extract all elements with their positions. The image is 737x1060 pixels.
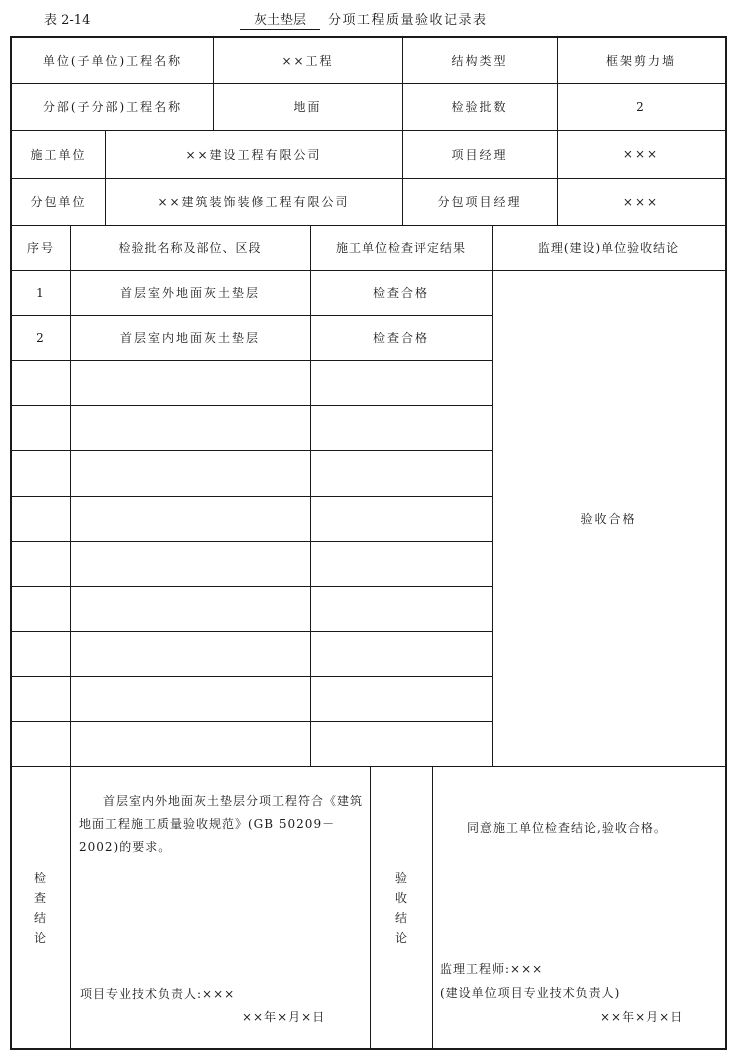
column-header-check-result: 施工单位检查评定结果	[335, 241, 466, 255]
record-table	[10, 36, 727, 1050]
row-1-seq: 1	[36, 285, 46, 300]
row-divider	[12, 766, 725, 767]
row-divider	[12, 360, 492, 361]
acceptance-label-char: 收	[394, 891, 407, 905]
contractor-value: ××建设工程有限公司	[185, 147, 322, 162]
check-label-char: 检	[33, 871, 46, 885]
check-label-char: 结	[33, 911, 46, 925]
project-manager-label: 项目经理	[451, 147, 508, 162]
check-conclusion-label	[30, 868, 50, 948]
acceptance-label-char: 论	[394, 931, 407, 945]
column-header-batch-name: 检验批名称及部位、区段	[118, 241, 262, 255]
acceptance-conclusion-text: 同意施工单位检查结论,验收合格。	[467, 821, 667, 835]
supervision-conclusion-value: 验收合格	[580, 511, 637, 526]
row-divider	[12, 405, 492, 406]
subcontractor-value: ××建筑装饰装修工程有限公司	[157, 195, 350, 209]
title-text: 分项工程质量验收记录表	[328, 13, 488, 28]
col-divider	[70, 766, 71, 1050]
contractor-label: 施工单位	[30, 147, 87, 162]
row-divider	[12, 631, 492, 632]
acceptance-label-char: 结	[394, 911, 407, 925]
subcontractor-label: 分包单位	[30, 195, 87, 209]
unit-project-value: ××工程	[281, 54, 334, 68]
row-divider	[12, 541, 492, 542]
form-header	[0, 0, 737, 36]
sub-project-manager-value: ×××	[622, 194, 660, 209]
title-fill-in: 灰土垫层	[240, 9, 320, 30]
table-number: 表 2-14	[44, 13, 91, 28]
row-divider	[12, 676, 492, 677]
acceptance-conclusion-label	[391, 868, 411, 948]
column-header-supervision-conclusion: 监理(建设)单位验收结论	[537, 241, 680, 255]
division-project-label: 分部(子分部)工程名称	[42, 100, 183, 114]
row-1-check-result: 检查合格	[372, 286, 429, 300]
row-1-batch-name: 首层室外地面灰土垫层	[119, 286, 260, 300]
column-header-seq: 序号	[26, 241, 55, 255]
row-divider	[12, 496, 492, 497]
structure-type-label: 结构类型	[451, 54, 508, 68]
row-2-batch-name: 首层室内地面灰土垫层	[119, 331, 260, 345]
row-2-seq: 2	[36, 330, 46, 345]
structure-type-value: 框架剪力墙	[605, 54, 676, 68]
sub-project-manager-label: 分包项目经理	[437, 195, 522, 209]
owner-technical-lead-note: (建设单位项目专业技术负责人)	[440, 986, 621, 1000]
check-date: ××年×月×日	[242, 1010, 326, 1024]
row-2-check-result: 检查合格	[372, 331, 429, 345]
check-label-char: 论	[33, 931, 46, 945]
check-label-char: 查	[33, 891, 46, 905]
unit-project-label: 单位(子单位)工程名称	[42, 54, 183, 68]
row-divider	[12, 721, 492, 722]
col-divider	[432, 766, 433, 1050]
acceptance-label-char: 验	[394, 871, 407, 885]
row-divider	[12, 586, 492, 587]
batch-count-value: 2	[636, 99, 646, 114]
division-project-value: 地面	[293, 100, 322, 114]
project-manager-value: ×××	[622, 147, 660, 161]
supervision-engineer: 监理工程师:×××	[440, 962, 544, 976]
row-divider	[12, 450, 492, 451]
batch-count-label: 检验批数	[451, 100, 508, 114]
form-title	[240, 9, 488, 30]
acceptance-date: ××年×月×日	[600, 1010, 684, 1024]
check-signer: 项目专业技术负责人:×××	[80, 987, 236, 1001]
col-divider	[370, 766, 371, 1050]
check-conclusion-text: 首层室内外地面灰土垫层分项工程符合《建筑地面工程施工质量验收规范》(GB 50209－2002)的要求。	[79, 794, 364, 854]
